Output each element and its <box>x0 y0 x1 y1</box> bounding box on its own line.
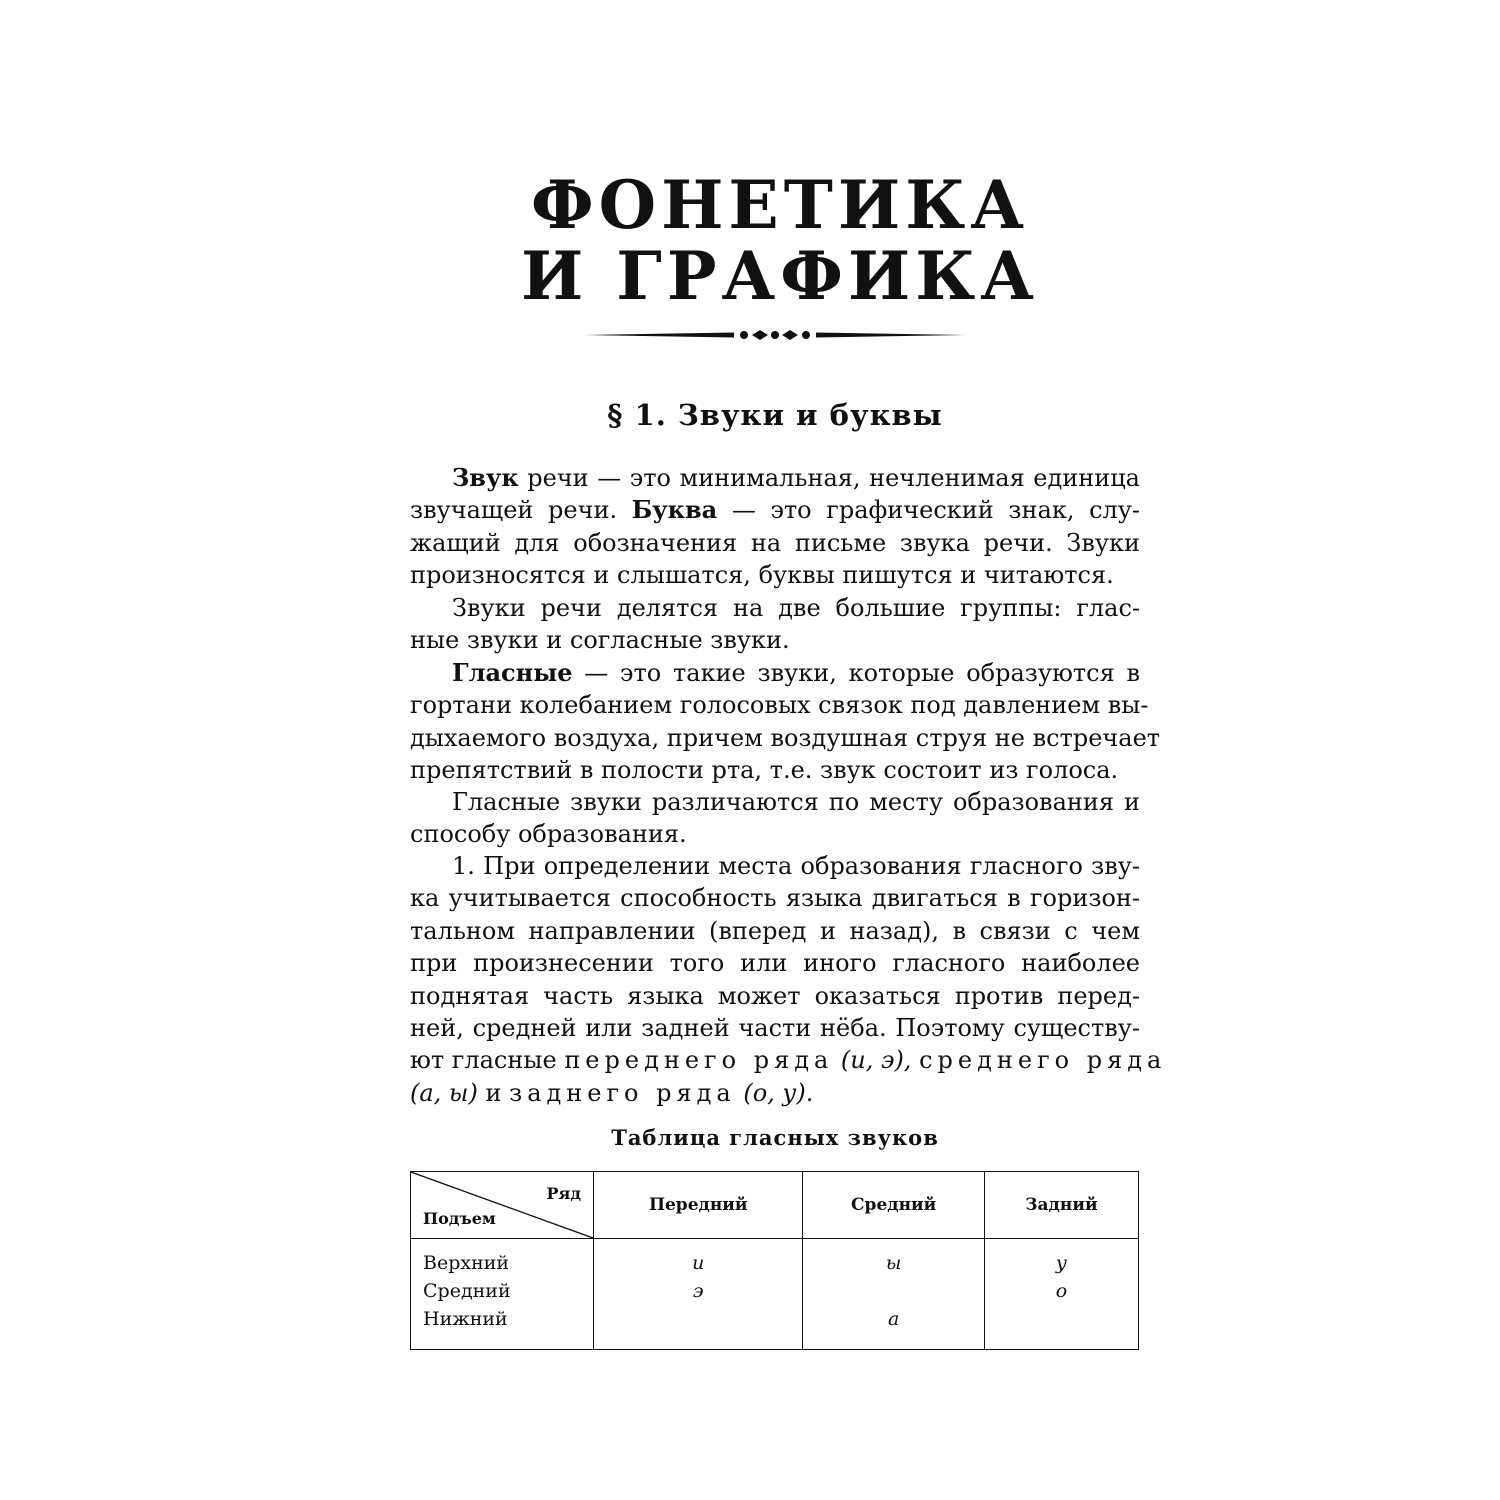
text-line: произносятся и слышатся, буквы пишутся и читаются. <box>410 561 1114 590</box>
text-line: звучащей речи. Буква — это графический знак, слу- <box>410 495 1140 525</box>
front-vowels-cell <box>594 1239 803 1350</box>
body-text <box>410 657 1161 787</box>
table-header-row <box>411 1172 1139 1239</box>
vowel <box>594 1305 802 1333</box>
text-line: Звуки речи делятся на две большие группы: глас- <box>452 594 1140 622</box>
row-label: Нижний <box>423 1308 508 1330</box>
middle-vowels-cell <box>803 1239 984 1350</box>
text-line: Звук речи — это минимальная, нечленимая единица <box>452 463 1140 492</box>
chapter-title-line-2: И ГРАФИКА <box>520 237 1040 315</box>
term-letter: Буква <box>631 495 718 525</box>
body-text <box>410 462 1140 592</box>
corner-row-label: Ряд <box>546 1184 581 1203</box>
vowel-table <box>410 1171 1139 1350</box>
back-vowels-cell <box>984 1239 1138 1350</box>
text-line: Гласные — это такие звуки, которые образуются в <box>452 658 1140 687</box>
text-line: ные звуки и согласные звуки. <box>410 626 790 655</box>
body-text <box>410 786 1140 851</box>
vowel: э <box>692 1280 704 1302</box>
text-line: дыхаемого воздуха, причем воздушная струя не встречает <box>410 723 1161 752</box>
text-line: препятствий в полости рта, т.е. звук состоит из голоса. <box>410 756 1119 785</box>
text-line: ют гласные переднего ряда (и, э), среднего ряда <box>410 1046 1167 1075</box>
diagonal-line <box>411 1172 593 1238</box>
row-label: Верхний <box>423 1252 510 1274</box>
chapter-title-line-1: ФОНЕТИКА <box>530 166 1030 244</box>
vowel: у <box>1055 1252 1067 1274</box>
text-line: 1. При определении места образования гласного зву- <box>452 852 1140 880</box>
table-caption: Таблица гласных звуков <box>611 1125 939 1150</box>
text-line: (а, ы) и заднего ряда (о, у). <box>410 1078 814 1107</box>
vowel: а <box>887 1308 900 1330</box>
vowel <box>985 1305 1138 1333</box>
text-line: гортани колебанием голосовых связок под давлением вы- <box>410 691 1149 720</box>
term-vowels: Гласные <box>452 658 573 687</box>
vowel <box>803 1277 983 1305</box>
text-line: ка учитывается способность языка двигаться в горизон- <box>410 884 1140 913</box>
vowel: ы <box>885 1252 902 1274</box>
text-line: тальном направлении (вперед и назад), в связи с чем <box>410 916 1140 945</box>
column-header: Передний <box>594 1172 803 1239</box>
text-line: при произнесении того или иного гласного наиболее <box>410 949 1140 978</box>
term-sound: Звук <box>452 463 519 492</box>
vowel: о <box>1055 1280 1068 1302</box>
text-line: ней, средней или задней части нёба. Поэтому существу- <box>410 1013 1140 1042</box>
row-label: Средний <box>423 1280 511 1302</box>
section-title: § 1. Звуки и буквы <box>607 398 943 432</box>
text-line: Гласные звуки различаются по месту образования и <box>452 788 1140 816</box>
corner-lift-label: Подъем <box>423 1209 496 1228</box>
chapter-title <box>470 166 1090 315</box>
decorative-divider <box>584 325 966 345</box>
vowel: и <box>692 1252 705 1274</box>
table-row <box>411 1239 1139 1350</box>
column-header: Задний <box>984 1172 1138 1239</box>
text-line: жащий для обозначения на письме звука речи. Звуки <box>410 528 1140 557</box>
body-text <box>410 850 1167 1109</box>
table-corner-cell <box>411 1172 594 1239</box>
text-line: способу образования. <box>410 820 687 849</box>
text-line: поднятая часть языка может оказаться против перед- <box>410 981 1140 1010</box>
body-text <box>410 592 1140 657</box>
column-header: Средний <box>803 1172 984 1239</box>
row-labels-cell <box>411 1239 594 1350</box>
